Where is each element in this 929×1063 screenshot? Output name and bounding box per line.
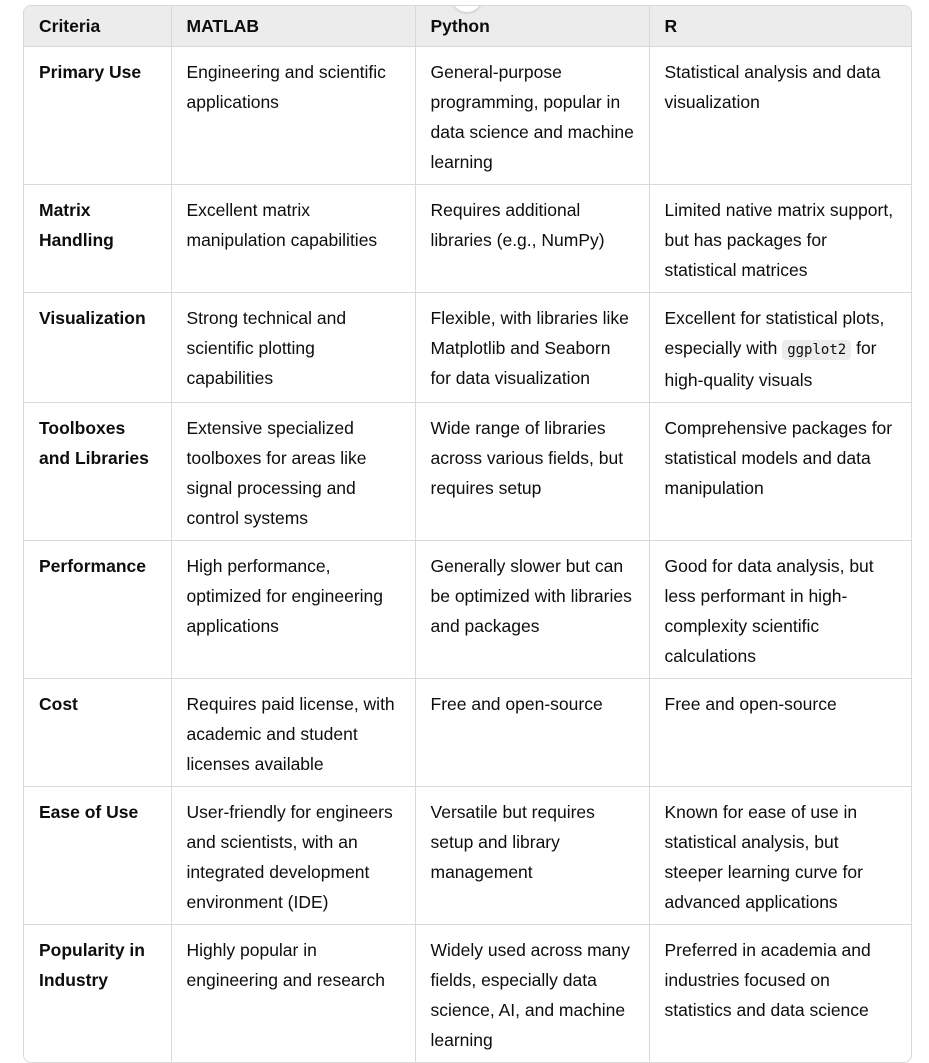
matlab-cell: Highly popular in engineering and research	[171, 925, 415, 1063]
r-cell: Free and open-source	[649, 679, 912, 787]
r-cell-text-before: Excellent for statistical plots, especially with	[664, 308, 885, 358]
r-cell: Preferred in academia and industries focused on statistics and data science	[664, 940, 871, 1020]
comparison-table-container	[23, 5, 912, 1063]
r-cell: Known for ease of use in statistical analysis, but steeper learning curve for advanced applications	[649, 787, 912, 925]
python-cell: Requires additional libraries (e.g., NumPy)	[415, 185, 649, 293]
criteria-cell: Performance	[24, 541, 171, 679]
python-cell: Free and open-source	[415, 679, 649, 787]
header-r: R	[649, 6, 912, 47]
matlab-cell: High performance, optimized for engineering applications	[171, 541, 415, 679]
criteria-cell: Visualization	[24, 293, 171, 403]
criteria-cell: Matrix Handling	[24, 185, 171, 293]
criteria-cell: Toolboxes and Libraries	[24, 403, 171, 541]
table-row	[24, 293, 912, 403]
python-cell: Widely used across many fields, especially data science, AI, and machine learning	[415, 925, 649, 1063]
python-cell: Wide range of libraries across various fields, but requires setup	[415, 403, 649, 541]
table-row	[24, 787, 912, 925]
python-cell: Generally slower but can be optimized with libraries and packages	[415, 541, 649, 679]
matlab-cell: Extensive specialized toolboxes for areas like signal processing and control systems	[171, 403, 415, 541]
table-row	[24, 185, 912, 293]
header-matlab: MATLAB	[171, 6, 415, 47]
python-cell: General-purpose programming, popular in data science and machine learning	[415, 47, 649, 185]
r-cell-text-after: for high-quality visuals	[664, 338, 877, 390]
header-criteria: Criteria	[24, 6, 171, 47]
criteria-cell: Cost	[24, 679, 171, 787]
table-row	[24, 403, 912, 541]
r-cell: Good for data analysis, but less performant in high-complexity scientific calculations	[649, 541, 912, 679]
header-python: Python	[415, 6, 649, 47]
table-row	[24, 679, 912, 787]
criteria-cell: Primary Use	[24, 47, 171, 185]
matlab-cell: Engineering and scientific applications	[171, 47, 415, 185]
table-row	[24, 925, 912, 1063]
r-cell	[649, 293, 912, 403]
criteria-cell: Popularity in Industry	[24, 925, 171, 1063]
table-header-row	[24, 6, 912, 47]
r-cell: Comprehensive packages for statistical models and data manipulation	[649, 403, 912, 541]
comparison-table	[24, 6, 912, 1062]
matlab-cell: Requires paid license, with academic and student licenses available	[171, 679, 415, 787]
r-cell: Statistical analysis and data visualization	[649, 47, 912, 185]
table-row	[24, 47, 912, 185]
criteria-cell: Ease of Use	[24, 787, 171, 925]
matlab-cell: Excellent matrix manipulation capabilities	[171, 185, 415, 293]
table-row	[24, 541, 912, 679]
python-cell: Flexible, with libraries like Matplotlib and Seaborn for data visualization	[415, 293, 649, 403]
python-cell: Versatile but requires setup and library management	[415, 787, 649, 925]
r-cell: Limited native matrix support, but has packages for statistical matrices	[649, 185, 912, 293]
inline-code: ggplot2	[782, 340, 851, 360]
matlab-cell: User-friendly for engineers and scientists, with an integrated development environment (IDE)	[171, 787, 415, 925]
matlab-cell: Strong technical and scientific plotting capabilities	[171, 293, 415, 403]
